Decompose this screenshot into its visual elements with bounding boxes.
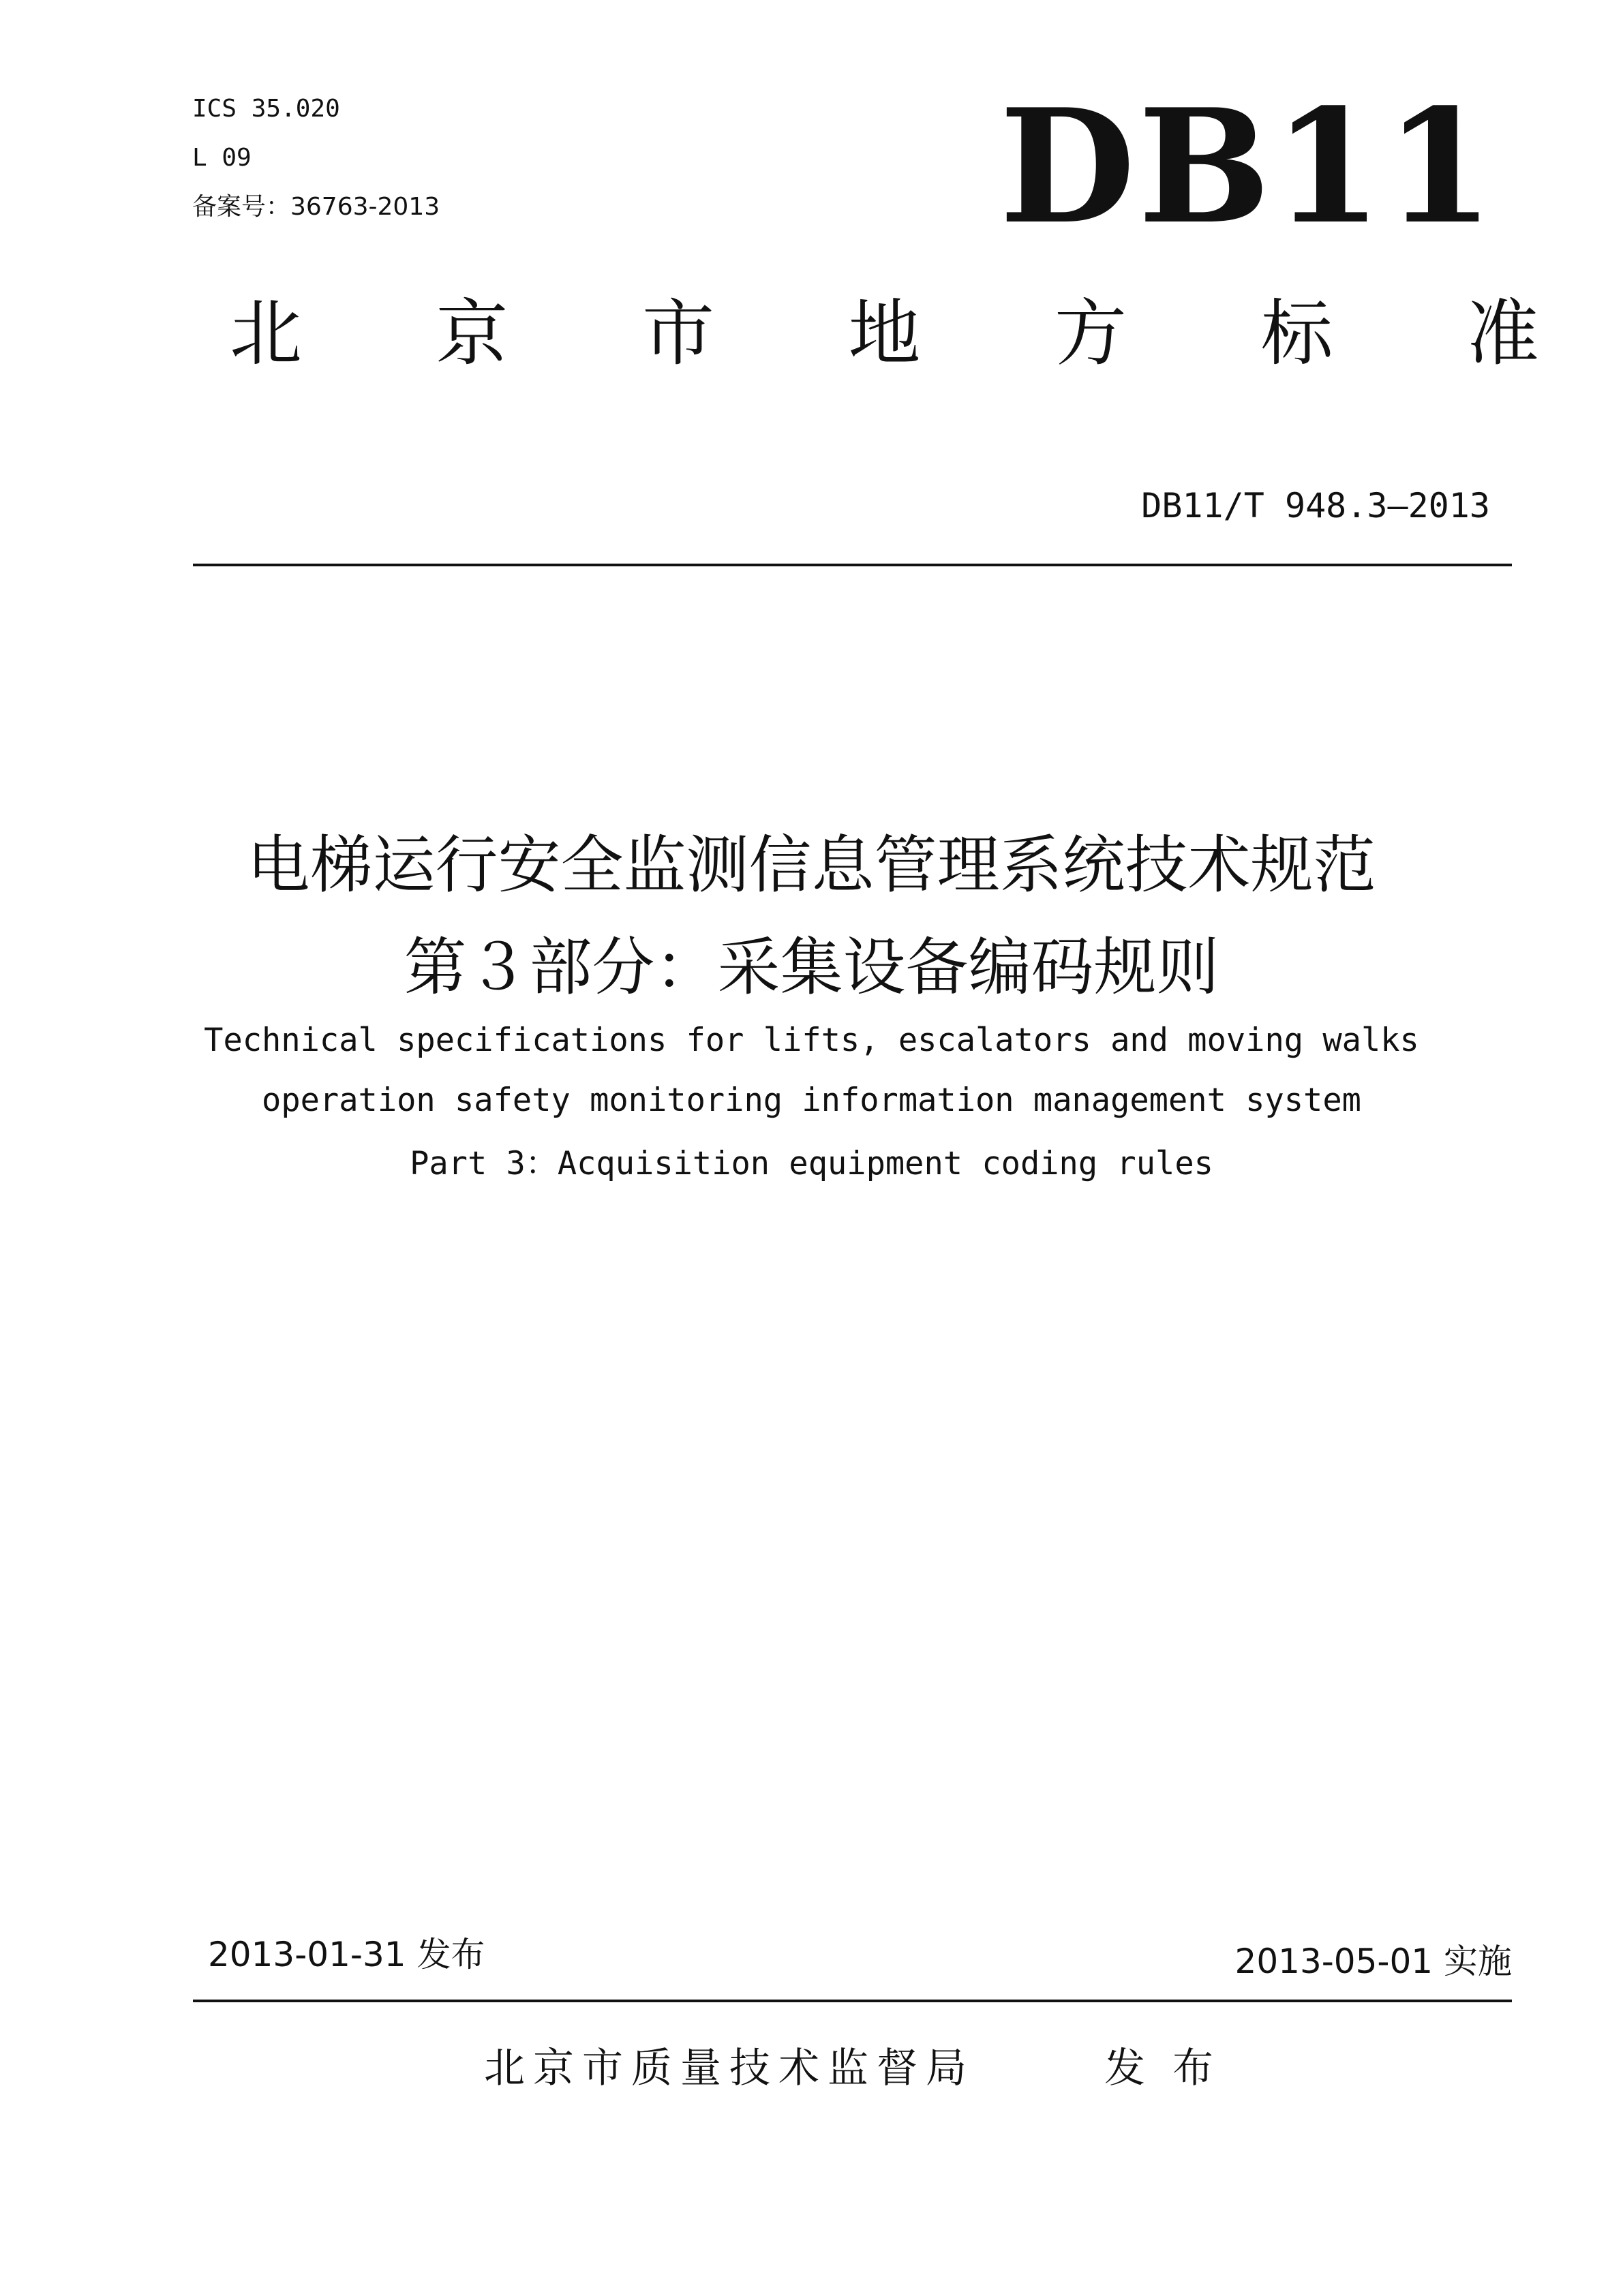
- db11-logo: DB11: [999, 75, 1497, 259]
- standard-kind-char: 方: [1055, 292, 1127, 376]
- title-english-line-2: operation safety monitoring information management system: [262, 1082, 1361, 1119]
- standard-kind-char: 市: [642, 292, 714, 376]
- standard-kind-char: 北: [230, 292, 302, 376]
- top-divider: [193, 564, 1512, 566]
- title-english-line-3: Part 3：Acquisition equipment coding rules: [410, 1145, 1213, 1182]
- ics-code: ICS 35.020: [192, 95, 340, 123]
- title-english-line-1: Technical specifications for lifts, escalators and moving walks: [204, 1022, 1419, 1059]
- bottom-divider: [193, 2000, 1512, 2002]
- record-number: 备案号：36763-2013: [192, 193, 440, 221]
- implementation-date: 2013-05-01 实施: [1234, 1942, 1512, 1981]
- publish-label: 发布: [1104, 2045, 1241, 2092]
- standard-kind-char: 标: [1260, 292, 1333, 376]
- classification-code: L 09: [192, 144, 252, 172]
- title-chinese-line-1: 电梯运行安全监测信息管理系统技术规范: [247, 829, 1376, 902]
- standard-kind-char: 准: [1467, 292, 1539, 376]
- standard-number: DB11/T 948.3—2013: [1141, 486, 1490, 525]
- standard-kind-char: 地: [848, 292, 921, 376]
- publisher-name: 北京市质量技术监督局: [484, 2045, 975, 2092]
- publish-date: 2013-01-31 发布: [208, 1935, 485, 1974]
- standard-kind-heading: [225, 290, 1544, 378]
- standard-kind-char: 京: [436, 292, 509, 376]
- title-chinese-line-2: 第３部分：采集设备编码规则: [404, 931, 1219, 1004]
